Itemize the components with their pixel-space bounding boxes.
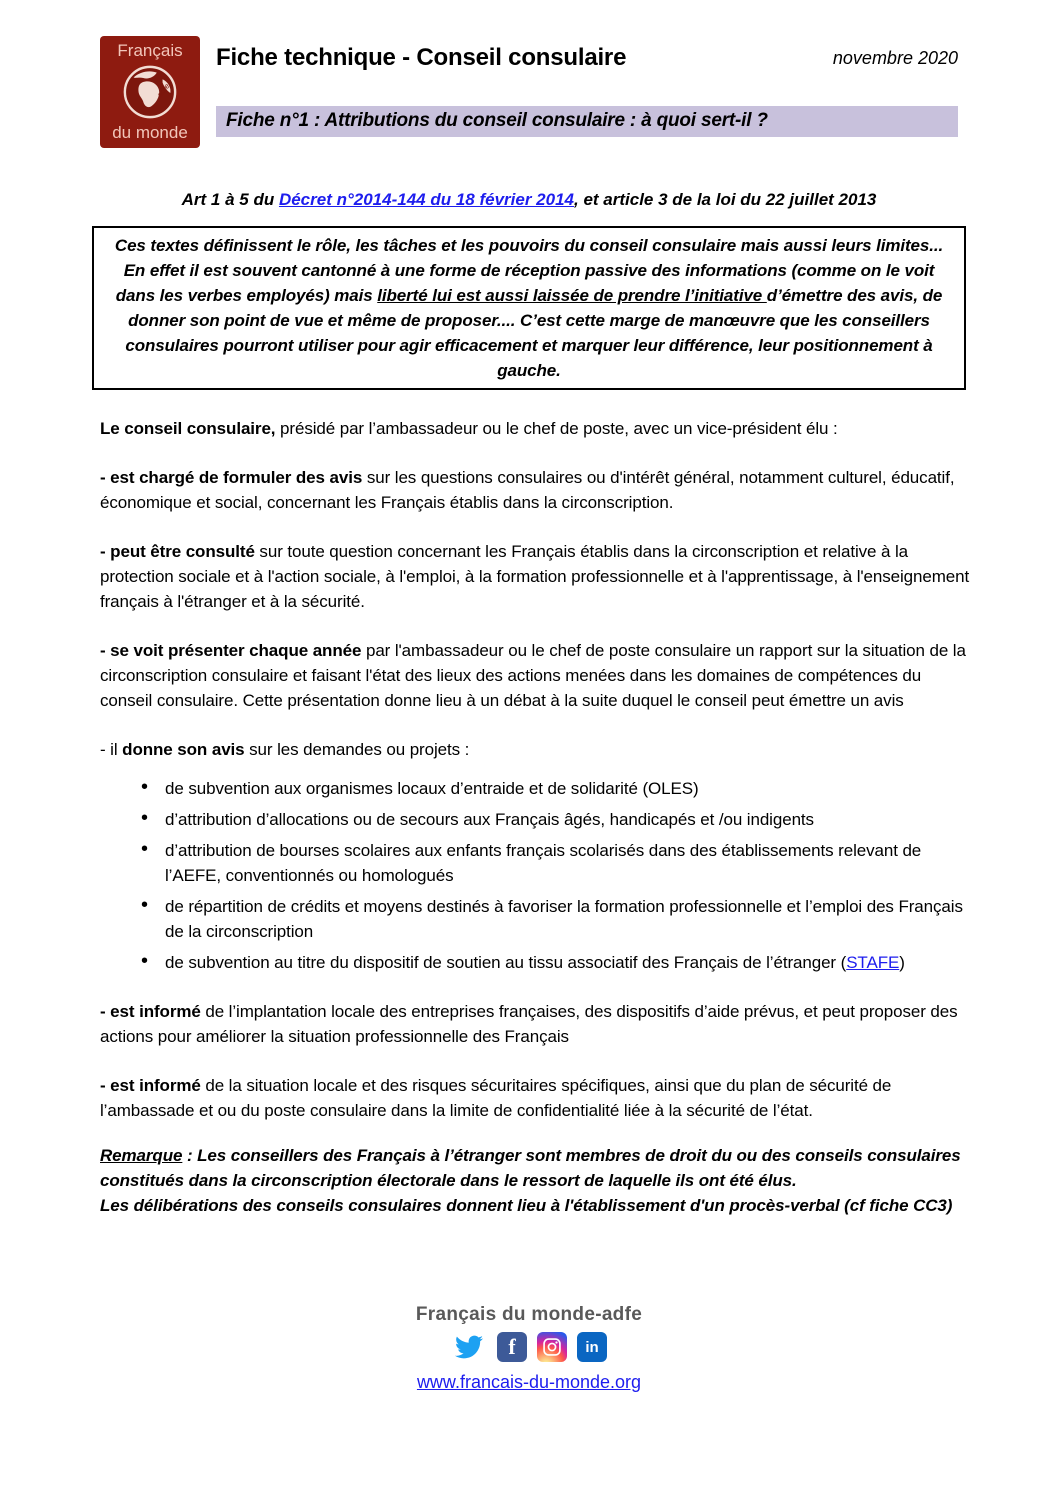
duty-2-bold: - peut être consulté bbox=[100, 542, 255, 561]
bullet-1-text: de subvention aux organismes locaux d’entraide et de solidarité (OLES) bbox=[165, 779, 699, 798]
paragraph-duty-2 bbox=[100, 539, 970, 614]
duty-4-rest: sur les demandes ou projets : bbox=[244, 740, 470, 759]
duty-1-bold: - est chargé de formuler des avis bbox=[100, 468, 363, 487]
bullet-3-text: d’attribution de bourses scolaires aux enfants français scolarisés dans des établissements relevant de l’AEFE, conventionnés ou homologués bbox=[165, 841, 922, 885]
bullet-item-1 bbox=[137, 776, 970, 801]
duty-2-rest: sur toute question concernant les Français établis dans la circonscription et relative à la protection sociale et à l'action sociale, à l'emploi, à la formation professionnelle et à l'apprentissage, à l'enseignement français à l'étranger et à la sécurité. bbox=[100, 542, 970, 611]
paragraph-duty-1 bbox=[100, 465, 970, 515]
instagram-icon[interactable] bbox=[537, 1332, 567, 1362]
callout-part2: d’émettre des avis, de donner son point de vue et même de proposer.... C’est cette marge de manœuvre que les conseillers consulaires pourront utiliser pour agir efficacement et marquer leur différence, leur positionnement à gauche. bbox=[125, 286, 943, 380]
logo-text-bottom: du monde bbox=[112, 123, 188, 142]
paragraph-intro bbox=[100, 416, 970, 441]
remark-block bbox=[100, 1143, 970, 1218]
paragraph-informed-2 bbox=[100, 1073, 970, 1123]
decret-link[interactable]: Décret n°2014-144 du 18 février 2014 bbox=[278, 190, 574, 209]
social-icons-row bbox=[0, 1330, 1058, 1364]
reference-post: , et article 3 de la loi du 22 juillet 2013 bbox=[574, 190, 877, 209]
globe-icon bbox=[121, 63, 179, 121]
duty-4-pre: - il bbox=[100, 740, 123, 759]
paragraph-informed-1 bbox=[100, 999, 970, 1049]
callout-emphasis: liberté lui est aussi laissée de prendre l’initiative bbox=[377, 286, 767, 305]
informed-2-rest: de la situation locale et des risques sécuritaires spécifiques, ainsi que du plan de sécurité de l’ambassade et ou du poste consulaire dans la limite de confidentialité liée à la sécurité de l’état. bbox=[100, 1076, 892, 1120]
footer-org-name: Français du monde-adfe bbox=[415, 1304, 643, 1325]
bullet-5-after: ) bbox=[899, 953, 905, 972]
facebook-icon[interactable]: f bbox=[497, 1332, 527, 1362]
bullet-2-text: d’attribution d’allocations ou de secours aux Français âgés, handicapés et /ou indigents bbox=[165, 810, 814, 829]
section-title-banner: Fiche n°1 : Attributions du conseil consulaire : à quoi sert-il ? bbox=[216, 106, 958, 137]
bullet-5-text: de subvention au titre du dispositif de soutien au tissu associatif des Français de l’étranger ( bbox=[165, 953, 847, 972]
svg-text:adfe: adfe bbox=[155, 81, 172, 100]
organization-logo bbox=[100, 36, 200, 148]
reference-pre: Art 1 à 5 du bbox=[181, 190, 279, 209]
logo-text-top: Français bbox=[117, 41, 183, 60]
intro-bold: Le conseil consulaire, bbox=[100, 419, 276, 438]
paragraph-duty-4 bbox=[100, 737, 970, 762]
intro-rest: présidé par l’ambassadeur ou le chef de poste, avec un vice-président élu : bbox=[275, 419, 838, 438]
remark-rest: : Les conseillers des Français à l’étranger sont membres de droit du ou des conseils consulaires constitués dans la circonscription électorale dans le ressort de laquelle ils ont été élus. bbox=[100, 1146, 961, 1190]
duty-4-bold: donne son avis bbox=[122, 740, 245, 759]
duty-1-rest: sur les questions consulaires ou d'intérêt général, notamment culturel, éducatif, économique et social, concernant les Français établis dans la circonscription. bbox=[100, 468, 955, 512]
stafe-link[interactable]: STAFE bbox=[846, 953, 900, 972]
bullet-4-text: de répartition de crédits et moyens destinés à favoriser la formation professionnelle et l’emploi des Français de la circonscription bbox=[165, 897, 963, 941]
remark-line-2: Les délibérations des conseils consulaires donnent lieu à l'établissement d'un procès-verbal (cf fiche CC3) bbox=[100, 1196, 953, 1215]
informed-1-bold: - est informé bbox=[100, 1002, 201, 1021]
document-body bbox=[100, 416, 970, 1218]
linkedin-icon[interactable]: in bbox=[577, 1332, 607, 1362]
duty-3-rest: par l'ambassadeur ou le chef de poste consulaire un rapport sur la situation de la circonscription consulaire et faisant l'état des lieux des actions menées dans les domaines de compétences du conseil consulaire. Cette présentation donne lieu à un débat à la suite duquel le conseil peut émettre un avis bbox=[100, 641, 966, 710]
callout-part1: Ces textes définissent le rôle, les tâches et les pouvoirs du conseil consulaire mais aussi leurs limites... En effet il est souvent cantonné à une forme de réception passive des informations (comme on le voit dans les verbes employés) mais bbox=[114, 236, 944, 305]
title-row bbox=[216, 36, 958, 72]
bullet-item-4 bbox=[137, 894, 970, 944]
bullet-item-3 bbox=[137, 838, 970, 888]
twitter-icon[interactable] bbox=[451, 1332, 487, 1362]
duty-3-bold: - se voit présenter chaque année bbox=[100, 641, 362, 660]
paragraph-duty-3 bbox=[100, 638, 970, 713]
bullet-item-5 bbox=[137, 950, 970, 975]
bullet-item-2 bbox=[137, 807, 970, 832]
informed-1-rest: de l’implantation locale des entreprises françaises, des dispositifs d’aide prévus, et peut proposer des actions pour améliorer la situation professionnelle des Français bbox=[100, 1002, 958, 1046]
callout-box bbox=[92, 226, 966, 390]
bullet-list bbox=[137, 776, 970, 975]
page-title: Fiche technique - Conseil consulaire bbox=[216, 44, 627, 71]
legal-reference bbox=[0, 190, 1058, 210]
document-date: novembre 2020 bbox=[832, 48, 958, 68]
remark-label: Remarque bbox=[100, 1146, 183, 1165]
informed-2-bold: - est informé bbox=[100, 1076, 201, 1095]
header bbox=[100, 36, 958, 148]
header-right bbox=[216, 36, 958, 148]
website-link[interactable]: www.francais-du-monde.org bbox=[416, 1372, 642, 1392]
footer bbox=[0, 1304, 1058, 1393]
remark-line-1 bbox=[100, 1143, 970, 1193]
